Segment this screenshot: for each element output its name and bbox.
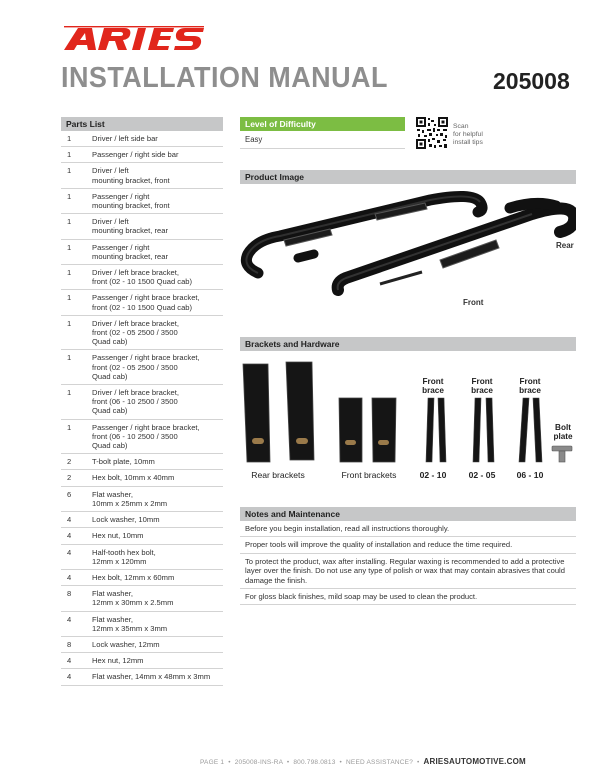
parts-list-row — [61, 214, 223, 239]
footer: PAGE 1 • 205008-INS-RA • 800.798.0813 • NEED ASSISTANCE? • ARIESAUTOMOTIVE.COM — [200, 757, 526, 766]
footer-doc-id: 205008-INS-RA — [234, 759, 283, 766]
parts-list-row — [61, 147, 223, 163]
parts-list-row — [61, 316, 223, 351]
parts-list-row — [61, 265, 223, 290]
parts-list-row — [61, 637, 223, 653]
part-qty: 2 — [67, 457, 72, 467]
brace-year-2: 02 - 05 — [468, 470, 496, 480]
part-description: Flat washer, 12mm x 30mm x 2.5mm — [92, 589, 174, 608]
front-brackets-label: Front brackets — [341, 470, 397, 480]
parts-list-row — [61, 487, 223, 512]
part-number: 205008 — [493, 68, 570, 94]
footer-assist: NEED ASSISTANCE? — [346, 759, 414, 766]
page-title: INSTALLATION MANUAL — [61, 62, 388, 94]
part-description: Hex nut, 12mm — [92, 656, 144, 666]
label-front: Front — [463, 298, 484, 307]
part-qty: 1 — [67, 353, 72, 363]
part-qty: 1 — [67, 318, 72, 328]
hardware-heading: Brackets and Hardware — [240, 337, 576, 351]
product-image-section — [240, 170, 576, 184]
note-item: Before you begin installation, read all instructions thoroughly. — [240, 521, 576, 537]
parts-list-row — [61, 420, 223, 455]
part-description: Hex bolt, 12mm x 60mm — [92, 572, 175, 582]
part-description: Flat washer, 14mm x 48mm x 3mm — [92, 672, 211, 682]
difficulty-box — [240, 117, 405, 149]
notes-section — [240, 507, 576, 605]
part-description: Driver / left side bar — [92, 134, 158, 143]
aries-logo — [62, 26, 207, 57]
note-item: To protect the product, wax after installing. Regular waxing is recommended to add a protective layer over the finish. Do not use any type of polish or wax that may contain abrasives that could damage the finish. — [240, 554, 576, 589]
parts-list-row — [61, 240, 223, 265]
part-qty: 2 — [67, 473, 72, 483]
part-description: Flat washer, 10mm x 25mm x 2mm — [92, 489, 168, 508]
part-qty: 1 — [67, 293, 72, 303]
parts-list-row — [61, 290, 223, 315]
part-qty: 4 — [67, 672, 72, 682]
parts-list-row — [61, 545, 223, 570]
parts-list-heading: Parts List — [61, 117, 223, 131]
product-image-heading: Product Image — [240, 170, 576, 184]
part-description: Half-tooth hex bolt, 12mm x 120mm — [92, 547, 156, 566]
brace-year-3: 06 - 10 — [516, 470, 544, 480]
parts-list-row — [61, 163, 223, 188]
part-qty: 1 — [67, 422, 72, 432]
rear-brackets-label: Rear brackets — [251, 470, 305, 480]
front-brace-label-3: Front brace — [519, 377, 541, 395]
front-brace-label-1: Front brace — [422, 377, 444, 395]
part-qty: 8 — [67, 639, 72, 649]
part-description: Flat washer, 12mm x 35mm x 3mm — [92, 614, 168, 633]
part-description: Driver / left brace bracket, front (06 - 10 2500 / 3500 Quad cab) — [92, 388, 179, 416]
part-qty: 4 — [67, 572, 72, 582]
part-description: Passenger / right brace bracket, front (06 - 10 2500 / 3500 Quad cab) — [92, 422, 200, 451]
difficulty-heading: Level of Difficulty — [240, 117, 405, 131]
parts-list-row — [61, 470, 223, 486]
label-rear: Rear — [556, 241, 574, 250]
parts-list-row — [61, 454, 223, 470]
product-image — [240, 188, 576, 313]
part-qty: 1 — [67, 166, 72, 176]
part-qty: 4 — [67, 531, 72, 541]
parts-list-row — [61, 189, 223, 214]
part-qty: 4 — [67, 547, 72, 557]
part-description: Hex nut, 10mm — [92, 531, 144, 541]
difficulty-value: Easy — [240, 131, 405, 149]
parts-list-row — [61, 612, 223, 637]
part-qty: 6 — [67, 489, 72, 499]
part-qty: 1 — [67, 150, 72, 160]
parts-list-row — [61, 586, 223, 611]
part-description: Passenger / right side bar — [92, 150, 179, 160]
front-brace-label-2: Front brace — [471, 377, 493, 395]
part-description: Driver / left mounting bracket, rear — [92, 217, 168, 236]
part-description: Passenger / right mounting bracket, rear — [92, 242, 168, 261]
part-description: Driver / left mounting bracket, front — [92, 166, 170, 185]
note-item: Proper tools will improve the quality of installation and reduce the time required. — [240, 537, 576, 553]
parts-list-row — [61, 669, 223, 685]
part-qty: 8 — [67, 589, 72, 599]
footer-page: PAGE 1 — [200, 759, 225, 766]
parts-list-row — [61, 528, 223, 544]
part-qty: 1 — [67, 242, 72, 252]
bolt-plate-label: Bolt plate — [553, 423, 573, 441]
qr-code-icon[interactable] — [416, 117, 448, 149]
part-description: Lock washer, 10mm — [92, 515, 160, 525]
part-qty: 4 — [67, 656, 72, 666]
parts-list-row — [61, 131, 223, 147]
part-qty: 1 — [67, 217, 72, 227]
parts-list-row — [61, 385, 223, 420]
qr-caption: Scan for helpful install tips — [453, 123, 483, 146]
part-description: Driver / left brace bracket, front (02 - 10 1500 Quad cab) — [92, 268, 193, 287]
part-description: Lock washer, 12mm — [92, 639, 160, 649]
part-description: T-bolt plate, 10mm — [92, 457, 155, 467]
part-description: Passenger / right brace bracket, front (02 - 10 1500 Quad cab) — [92, 293, 200, 312]
parts-list-row — [61, 512, 223, 528]
part-description: Driver / left brace bracket, front (02 - 05 2500 / 3500 Quad cab) — [92, 318, 179, 347]
part-qty: 4 — [67, 515, 72, 525]
part-qty: 1 — [67, 134, 72, 143]
part-qty: 1 — [67, 268, 72, 278]
footer-url-link[interactable]: ARIESAUTOMOTIVE.COM — [423, 757, 526, 766]
parts-list-row — [61, 570, 223, 586]
part-description: Hex bolt, 10mm x 40mm — [92, 473, 175, 483]
brackets-illustration — [240, 358, 580, 468]
footer-phone: 800.798.0813 — [293, 759, 336, 766]
part-qty: 1 — [67, 191, 72, 201]
part-description: Passenger / right brace bracket, front (02 - 05 2500 / 3500 Quad cab) — [92, 353, 200, 381]
hardware-section — [240, 337, 576, 351]
part-description: Passenger / right mounting bracket, front — [92, 191, 170, 211]
notes-heading: Notes and Maintenance — [240, 507, 576, 521]
part-qty: 1 — [67, 388, 72, 398]
brace-year-1: 02 - 10 — [419, 470, 447, 480]
parts-list-row — [61, 350, 223, 385]
parts-list — [61, 117, 223, 686]
note-item: For gloss black finishes, mild soap may be used to clean the product. — [240, 589, 576, 605]
parts-list-row — [61, 653, 223, 669]
part-qty: 4 — [67, 614, 72, 624]
